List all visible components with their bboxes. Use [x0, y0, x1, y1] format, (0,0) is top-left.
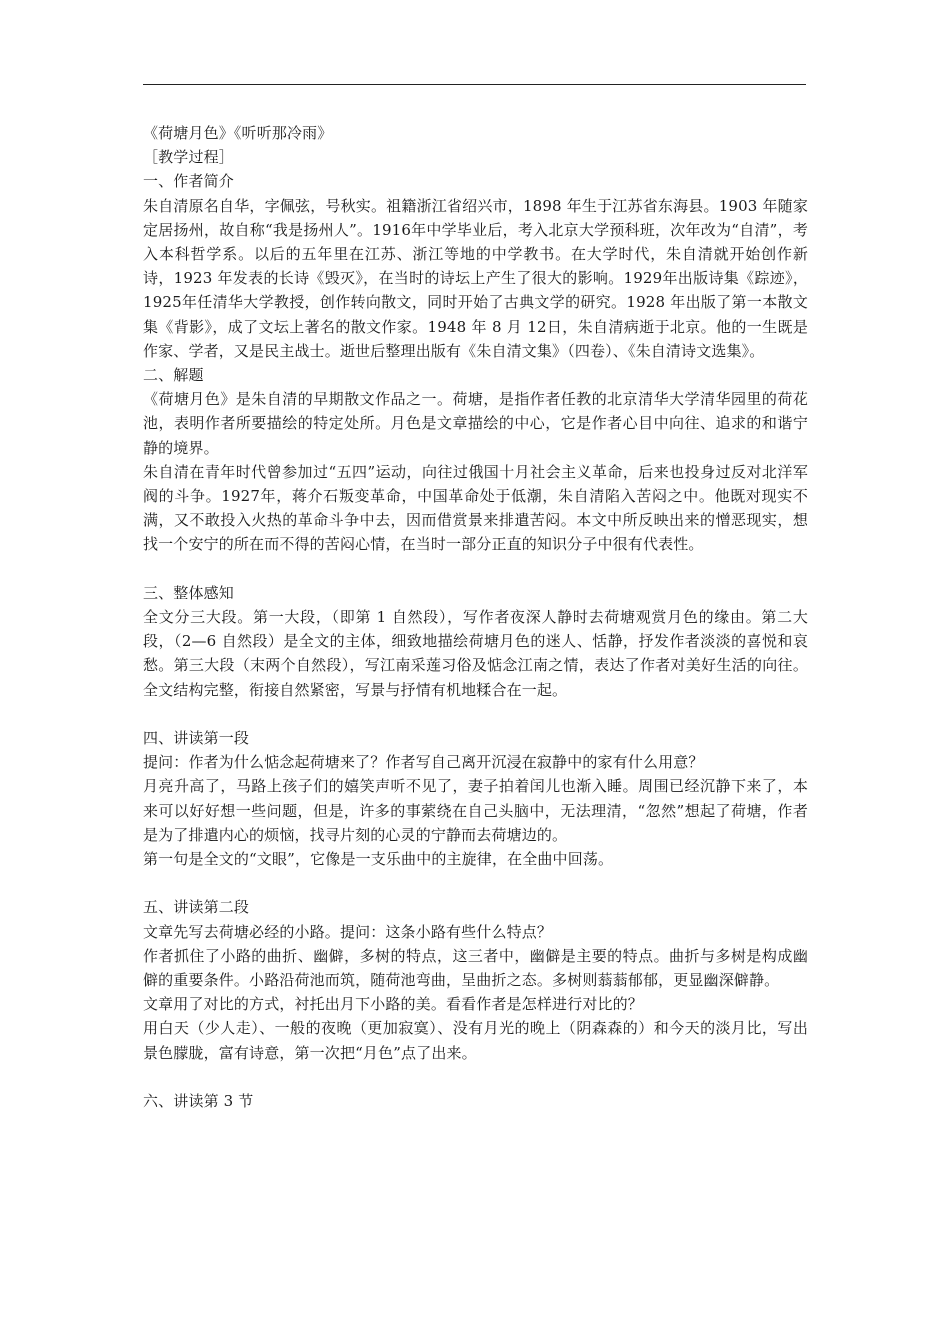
- paragraph: 提问：作者为什么惦念起荷塘来了？作者写自己离开沉浸在寂静中的家有什么用意？: [143, 753, 704, 772]
- section-heading: 二、解题: [143, 366, 204, 385]
- spacer: [143, 557, 808, 581]
- section-heading: 六、讲读第 3 节: [143, 1092, 254, 1111]
- header-rule: [143, 84, 806, 85]
- paragraph: 文章先写去荷塘必经的小路。提问：这条小路有些什么特点？: [143, 922, 553, 941]
- section-heading: 一、作者简介: [143, 172, 234, 191]
- paragraph: 《荷塘月色》是朱自清的早期散文作品之一。荷塘，是指作者任教的北京清华大学清华园里的荷花池，表明作者所要描绘的特定处所。月色是文章描绘的中心，它是作者心目中向往、追求的和谐宁静的境界。: [143, 390, 808, 457]
- paragraph: 第一句是全文的“文眼”，它像是一支乐曲中的主旋律，在全曲中回荡。: [143, 850, 614, 869]
- process-label: ［教学过程］: [143, 148, 234, 167]
- section-heading: 三、整体感知: [143, 583, 234, 602]
- paragraph: 作者抓住了小路的曲折、幽僻，多树的特点，这三者中，幽僻是主要的特点。曲折与多树是构成幽僻的重要条件。小路沿荷池而筑，随荷池弯曲，呈曲折之态。多树则蓊蓊郁郁，更显幽深僻静。: [143, 946, 808, 990]
- section-heading: 四、讲读第一段: [143, 729, 250, 748]
- title-line: 《荷塘月色》《听听那冷雨》: [143, 124, 333, 142]
- paragraph: 朱自清原名自华，字佩弦，号秋实。祖籍浙江省绍兴市，1898 年生于江苏省东海县。1903 年随家定居扬州，故自称“我是扬州人”。1916年中学毕业后，考入北京大学预科班，次年改为“自清”，考入本科哲学系。以后的五年里在江苏、浙江等地的中学教书。在大学时代，朱自清就开始创作新诗，1923 年发表的长诗《毁灭》，在当时的诗坛上产生了很大的影响。1929年出版诗集《踪迹》，1925年任清华大学教授，创作转向散文，同时开始了古典文学的研究。1928 年出版了第一本散文集《背影》，成了文坛上著名的散文作家。1948 年 8 月 12日，朱自清病逝于北京。他的一生既是作家、学者，又是民主战士。逝世后整理出版有《朱自清文集》（四卷）、《朱自清诗文选集》。: [143, 196, 808, 360]
- spacer: [143, 871, 808, 895]
- paragraph: 月亮升高了，马路上孩子们的嬉笑声听不见了，妻子拍着闰儿也渐入睡。周围已经沉静下来了，本来可以好好想一些问题，但是，许多的事萦绕在自己头脑中，无法理清，“忽然”想起了荷塘，作者是为了排遣内心的烦恼，找寻片刻的心灵的宁静而去荷塘边的。: [143, 777, 808, 844]
- document-body: [143, 121, 808, 1113]
- paragraph: 全文分三大段。第一大段，（即第 1 自然段），写作者夜深人静时去荷塘观赏月色的缘由。第二大段，（2—6 自然段）是全文的主体，细致地描绘荷塘月色的迷人、恬静，抒发作者淡淡的喜悦和哀愁。第三大段（末两个自然段），写江南采莲习俗及惦念江南之情，表达了作者对美好生活的向往。全文结构完整，衔接自然紧密，写景与抒情有机地糅合在一起。: [143, 608, 808, 699]
- section-heading: 五、讲读第二段: [143, 898, 250, 917]
- paragraph: 朱自清在青年时代曾参加过“五四”运动，向往过俄国十月社会主义革命，后来也投身过反对北洋军阀的斗争。1927年，蒋介石叛变革命，中国革命处于低潮，朱自清陷入苦闷之中。他既对现实不满，又不敢投入火热的革命斗争中去，因而借赏景来排遣苦闷。本文中所反映出来的憎恶现实，想找一个安宁的所在而不得的苦闷心情，在当时一部分正直的知识分子中很有代表性。: [143, 462, 808, 554]
- spacer: [143, 1065, 808, 1089]
- spacer: [143, 702, 808, 726]
- paragraph: 文章用了对比的方式，衬托出月下小路的美。看看作者是怎样进行对比的？: [143, 995, 643, 1014]
- paragraph: 用白天（少人走）、一般的夜晚（更加寂寞）、没有月光的晚上（阴森森的）和今天的淡月比，写出景色朦胧，富有诗意，第一次把“月色”点了出来。: [143, 1019, 808, 1062]
